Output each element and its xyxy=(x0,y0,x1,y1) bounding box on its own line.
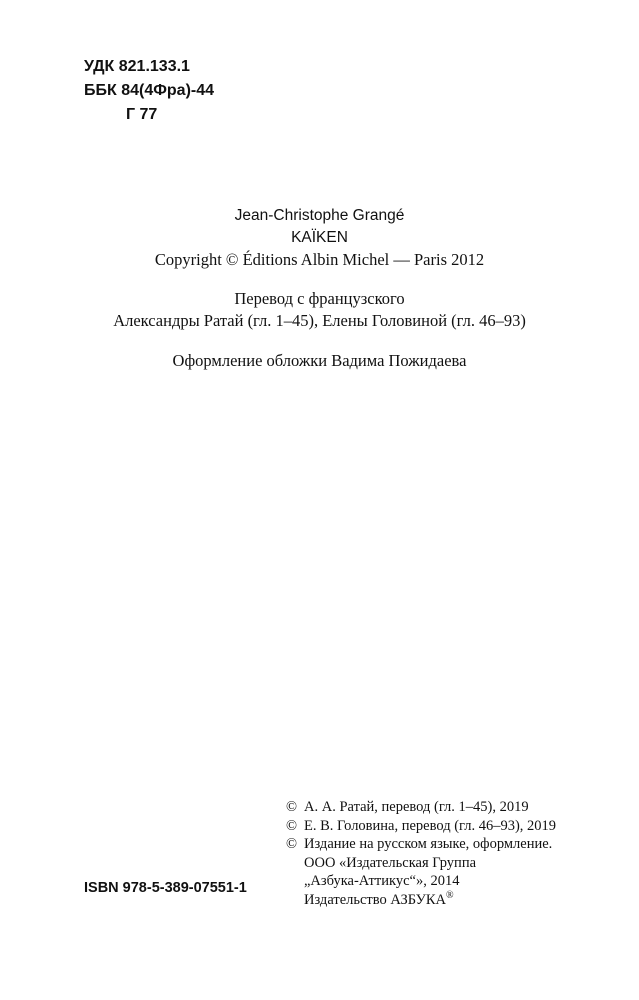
copyright-block xyxy=(286,798,556,909)
translation-line-2: Александры Ратай (гл. 1–45), Елены Головиной (гл. 46–93) xyxy=(113,311,526,330)
copyright-symbol: © xyxy=(286,817,298,834)
publisher-line-3 xyxy=(286,891,556,910)
publisher-line-2: „Азбука-Аттикус“», 2014 xyxy=(304,873,460,889)
registered-mark-icon: ® xyxy=(446,889,454,901)
copyright-entry-2-text: Е. В. Головина, перевод (гл. 46–93), 2019 xyxy=(304,817,557,834)
cover-design-line: Оформление обложки Вадима Пожидаева xyxy=(172,351,467,370)
copyright-symbol: © xyxy=(286,836,298,852)
cover-design-block xyxy=(0,350,639,372)
bbk-code: ББК 84(4Фра)-44 xyxy=(84,82,215,99)
copyright-entry-3-text: Издание на русском языке, оформление. xyxy=(304,836,553,852)
classification-block xyxy=(84,55,214,127)
original-author: Jean-Christophe Grangé xyxy=(234,207,405,224)
copyright-entry-1 xyxy=(286,798,556,817)
publisher-line-1: ООО «Издательская Группа xyxy=(304,854,477,871)
translation-line-1: Перевод с французского xyxy=(234,289,405,308)
original-edition-block xyxy=(0,205,639,271)
original-title: KAÏKEN xyxy=(291,229,348,246)
isbn: ISBN 978-5-389-07551-1 xyxy=(84,880,247,896)
copyright-entry-2 xyxy=(286,817,556,836)
author-mark: Г 77 xyxy=(126,106,158,123)
copyright-entry-1-text: А. А. Ратай, перевод (гл. 1–45), 2019 xyxy=(304,799,529,815)
copyright-entry-3 xyxy=(286,835,556,854)
copyright-symbol: © xyxy=(286,799,298,815)
translation-block xyxy=(0,288,639,332)
udk-code: УДК 821.133.1 xyxy=(84,58,190,75)
publisher-name: Издательство АЗБУКА xyxy=(304,891,446,908)
original-copyright: Copyright © Éditions Albin Michel — Paris 2012 xyxy=(154,250,485,269)
